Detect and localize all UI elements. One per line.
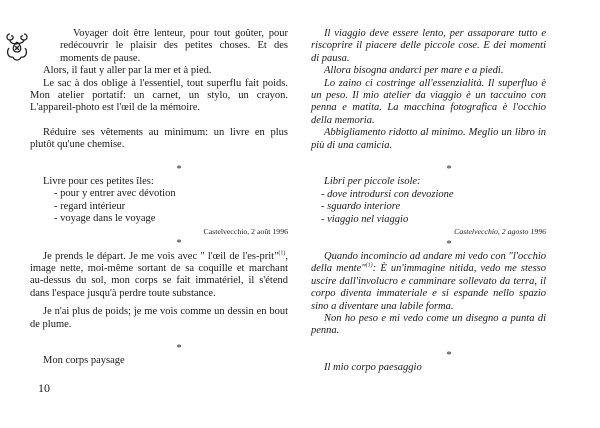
fr-p5-start: Je prends le départ. Je me vois avec " l'œil de l'es-prit": [43, 250, 279, 262]
it-list-title: Libri per piccole isole:: [324, 176, 421, 188]
italian-column: [311, 28, 546, 375]
it-paragraph-3: Lo zaino ci costringe all'essenzialità. Il superfluo è un peso. Il mio atelier da viaggio è un taccuino con penna e matita. La macchina fotografica è l'occhio della memoria.: [311, 77, 546, 126]
fr-list-title: Livre pour ces petites îles:: [43, 176, 154, 188]
it-list-item: - viaggio nel viaggio: [321, 213, 409, 225]
fr-paragraph-4: Réduire ses vêtements au minimum: un livre en plus plutôt qu'une chemise.: [30, 126, 288, 151]
fr-paragraph-5: [30, 251, 288, 301]
fr-paragraph-2: Alors, il faut y aller par la mer et à pied.: [43, 65, 212, 77]
it-paragraph-6: Non ho peso e mi vedo come un disegno a punta di penna.: [311, 312, 546, 337]
french-column: [30, 28, 288, 368]
it-paragraph-5: [311, 251, 546, 313]
fr-paragraph-6: Je n'ai plus de poids; je me vois comme un dessin en bout de plume.: [30, 306, 288, 330]
fr-list-item: - pour y entrer avec dévotion: [54, 188, 176, 200]
it-separator-1: *: [445, 164, 452, 176]
it-list-item: - sguardo interiore: [321, 201, 401, 213]
fr-p5-end: , image nette, moi-même sortant de sa coquille et marchant au-dessus du sol, mon corps se fait immatériel, il s'étend dans l'espace jusqu'à perdre toute substance.: [30, 250, 288, 299]
it-footnote-ref: (1): [365, 262, 373, 269]
fr-heading: Mon corps paysage: [43, 355, 125, 367]
it-paragraph-1: Il viaggio deve essere lento, per assaporare tutto e riscoprire il piacere delle piccole cose. E dei momenti di pausa.: [311, 28, 546, 64]
fr-separator-1: *: [176, 163, 182, 175]
it-signature: Castelvecchio, 2 agosto 1996: [454, 227, 546, 237]
it-separator-3: *: [445, 349, 452, 361]
scroll-ornament-icon: [4, 30, 30, 64]
it-heading: Il mio corpo paesaggio: [324, 362, 422, 374]
fr-separator-3: *: [176, 342, 182, 354]
it-list-item: - dove introdursi con devozione: [321, 188, 454, 200]
page-number: 10: [38, 381, 50, 395]
it-paragraph-2: Allora bisogna andarci per mare e a piedi.: [324, 65, 504, 77]
fr-list-item: - voyage dans le voyage: [54, 213, 156, 225]
fr-signature: Castelvecchio, 2 août 1996: [203, 226, 288, 236]
it-p5-end: : È un'immagine nitida, vedo me stesso uscire dall'involucro e camminare sollevato da terra, il corpo diventa immateriale e si espande nello spazio sino a diventare una labile forma.: [311, 263, 547, 312]
fr-paragraph-1: Voyager doit être lenteur, pour tout goûter, pour redécouvrir le plaisir des petites choses. Et des moments de pause.: [60, 28, 288, 64]
it-p5-start: Quando incomincio ad andare mi vedo con "l'occhio della mente": [311, 250, 546, 275]
it-separator-2: *: [445, 238, 452, 250]
it-paragraph-4: Abbigliamento ridotto al minimo. Meglio un libro in più di una camicia.: [311, 127, 546, 151]
fr-separator-2: *: [176, 238, 182, 250]
fr-footnote-ref: (1): [278, 250, 286, 256]
fr-paragraph-3: Le sac à dos oblige à l'essentiel, tout superflu fait poids. Mon atelier portatif: un carnet, un stylo, un crayon. L'appareil-photo est l'œil de la mémoire.: [30, 77, 288, 114]
fr-list-item: - regard intérieur: [54, 200, 126, 212]
